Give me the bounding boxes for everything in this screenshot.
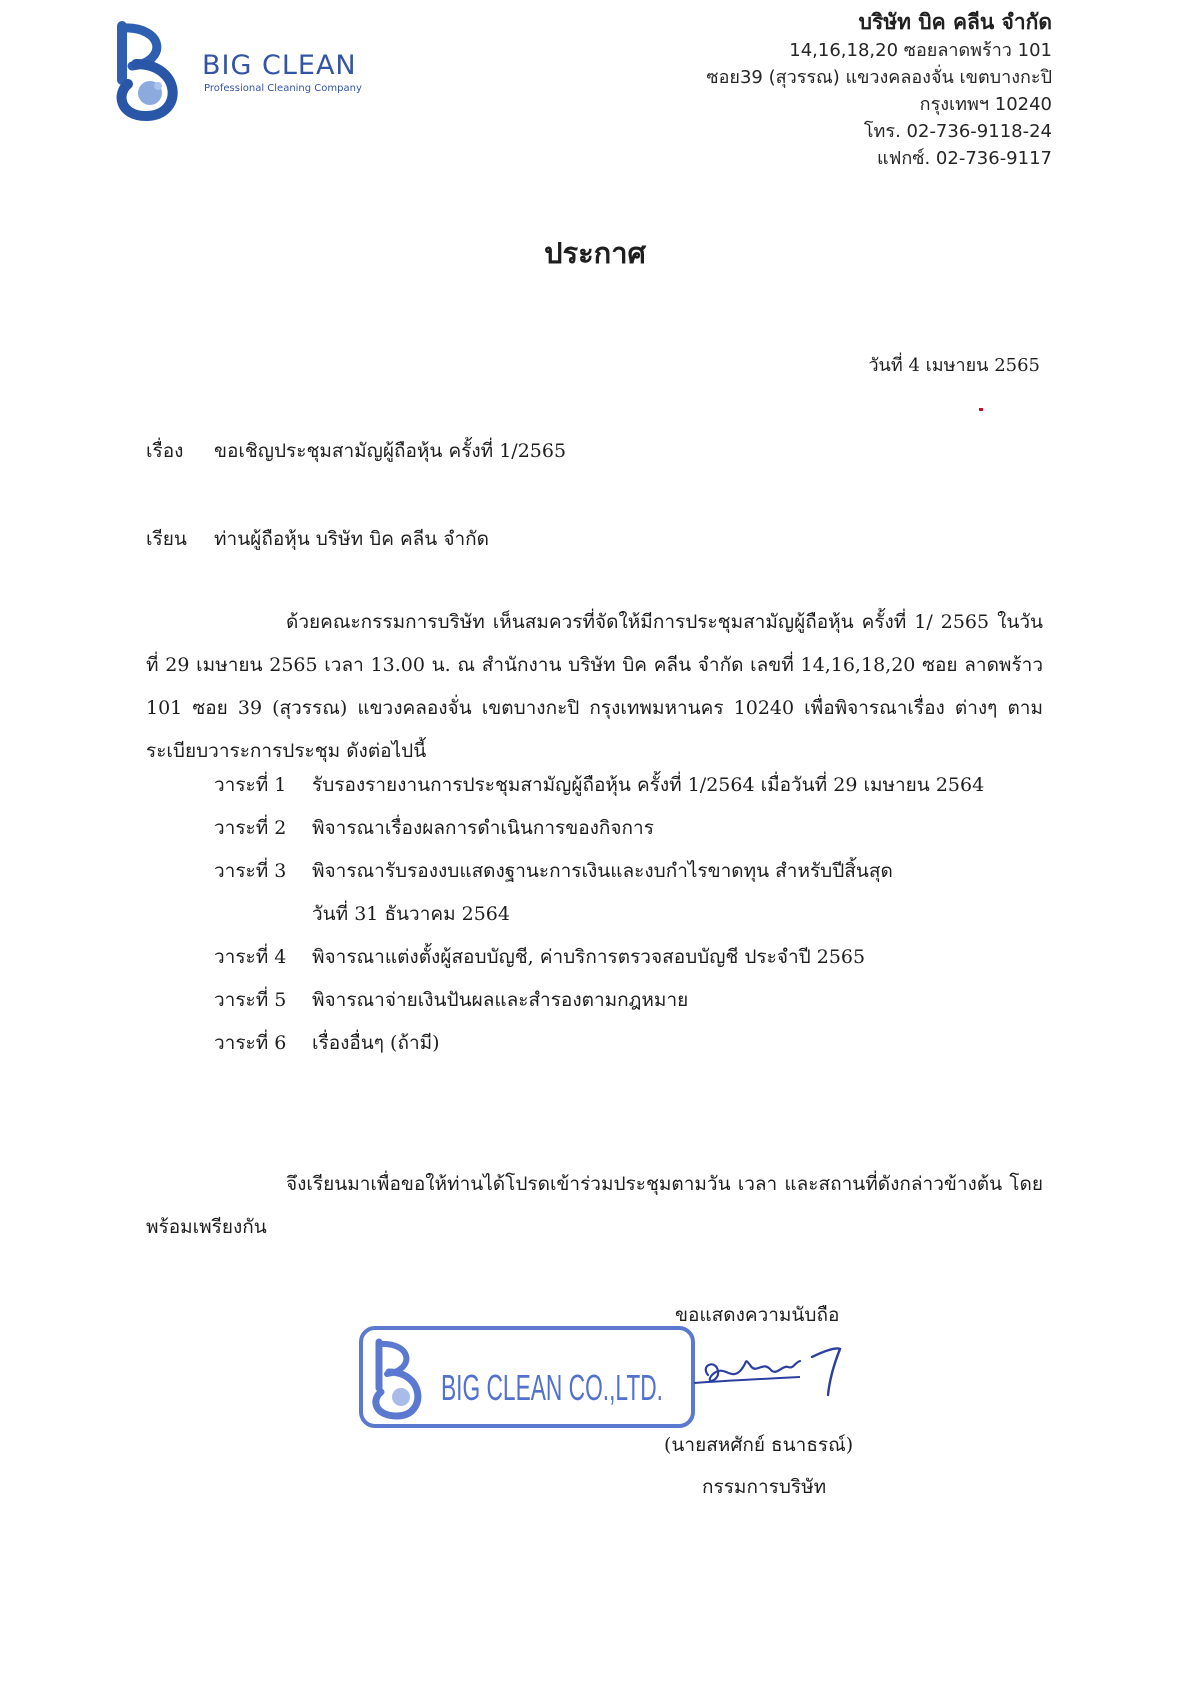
agenda-item: [214, 764, 984, 807]
agenda-number: วาระที่ 1: [214, 774, 287, 796]
regards-text: ขอแสดงความนับถือ: [675, 1304, 840, 1326]
company-stamp: [357, 1322, 697, 1432]
stamp-logo-icon: [376, 1342, 418, 1416]
body-text: ด้วยคณะกรรมการบริษัท เห็นสมควรที่จัดให้มีการประชุมสามัญผู้ถือหุ้น ครั้งที่ 1/ 2565 ในวันที่ 29 เมษายน 2565 เวลา 13.00 น. ณ สำนักงาน บริษัท บิค คลีน จำกัด เลขที่ 14,16,18,20 ซอย ลาดพร้าว 101 ซอย 39 (สุวรรณ) แขวงคลองจั่น เขตบางกะปิ กรุงเทพมหานคร 10240 เพื่อพิจารณาเรื่อง ต่างๆ ตามระเบียบวาระการประชุม ดังต่อไปนี้: [146, 611, 1043, 762]
address-line: ซอย39 (สุวรรณ) แขวงคลองจั่น เขตบางกะปิ: [706, 67, 1052, 88]
document-title: ประกาศ: [544, 236, 646, 270]
agenda-item: [214, 936, 865, 979]
brand-tagline: Professional Cleaning Company: [204, 83, 362, 94]
agenda-number: วาระที่ 6: [214, 1032, 287, 1054]
stamp-text: BIG CLEAN CO.,LTD.: [441, 1367, 663, 1408]
subject-line: [146, 436, 566, 466]
agenda-number: วาระที่ 5: [214, 989, 287, 1011]
big-clean-logo-mark: [110, 20, 190, 120]
recipient-line: [146, 524, 489, 554]
agenda-number: วาระที่ 2: [214, 817, 287, 839]
document-date: วันที่ 4 เมษายน 2565: [868, 355, 1040, 376]
agenda-text-continued: วันที่ 31 ธันวาคม 2564: [312, 903, 510, 925]
brand-name: BIG CLEAN: [202, 50, 357, 81]
signer-name: (นายสหศักย์ ธนาธรณ์): [664, 1434, 854, 1456]
company-logo: [110, 20, 380, 120]
agenda-number: วาระที่ 3: [214, 860, 287, 882]
company-address-block: [706, 7, 1052, 172]
recipient-text: ท่านผู้ถือหุ้น บริษัท บิค คลีน จำกัด: [214, 528, 489, 550]
company-name: บริษัท บิค คลีน จำกัด: [858, 10, 1052, 34]
agenda-text: พิจารณารับรองงบแสดงฐานะการเงินและงบกำไรขาดทุน สำหรับปีสิ้นสุด: [312, 860, 893, 882]
subject-label: เรื่อง: [146, 440, 184, 462]
agenda-item: [214, 850, 893, 936]
handwritten-signature: [690, 1335, 860, 1405]
agenda-item: [214, 979, 688, 1022]
address-line: 14,16,18,20 ซอยลาดพร้าว 101: [789, 40, 1052, 61]
agenda-text: พิจารณาแต่งตั้งผู้สอบบัญชี, ค่าบริการตรวจสอบบัญชี ประจำปี 2565: [312, 946, 866, 968]
agenda-text: พิจารณาจ่ายเงินปันผลและสำรองตามกฎหมาย: [312, 989, 689, 1011]
red-dot-mark: [979, 408, 983, 411]
signer-position: กรรมการบริษัท: [702, 1476, 827, 1498]
closing-text: จึงเรียนมาเพื่อขอให้ท่านได้โปรดเข้าร่วมประชุมตามวัน เวลา และสถานที่ดังกล่าวข้างต้น โดยพร้อมเพรียงกัน: [146, 1173, 1043, 1238]
fax-line: แฟกซ์. 02-736-9117: [877, 148, 1052, 169]
body-paragraph: [146, 601, 1043, 773]
recipient-label: เรียน: [146, 528, 187, 550]
address-line: กรุงเทพฯ 10240: [919, 94, 1052, 115]
agenda-text: รับรองรายงานการประชุมสามัญผู้ถือหุ้น ครั้งที่ 1/2564 เมื่อวันที่ 29 เมษายน 2564: [312, 774, 985, 796]
agenda-text: พิจารณาเรื่องผลการดำเนินการของกิจการ: [312, 817, 654, 839]
phone-line: โทร. 02-736-9118-24: [863, 121, 1052, 142]
agenda-item: [214, 807, 654, 850]
closing-paragraph: [146, 1163, 1043, 1249]
agenda-item: [214, 1022, 440, 1065]
agenda-text: เรื่องอื่นๆ (ถ้ามี): [312, 1032, 440, 1054]
subject-text: ขอเชิญประชุมสามัญผู้ถือหุ้น ครั้งที่ 1/2565: [214, 440, 567, 462]
agenda-number: วาระที่ 4: [214, 946, 287, 968]
